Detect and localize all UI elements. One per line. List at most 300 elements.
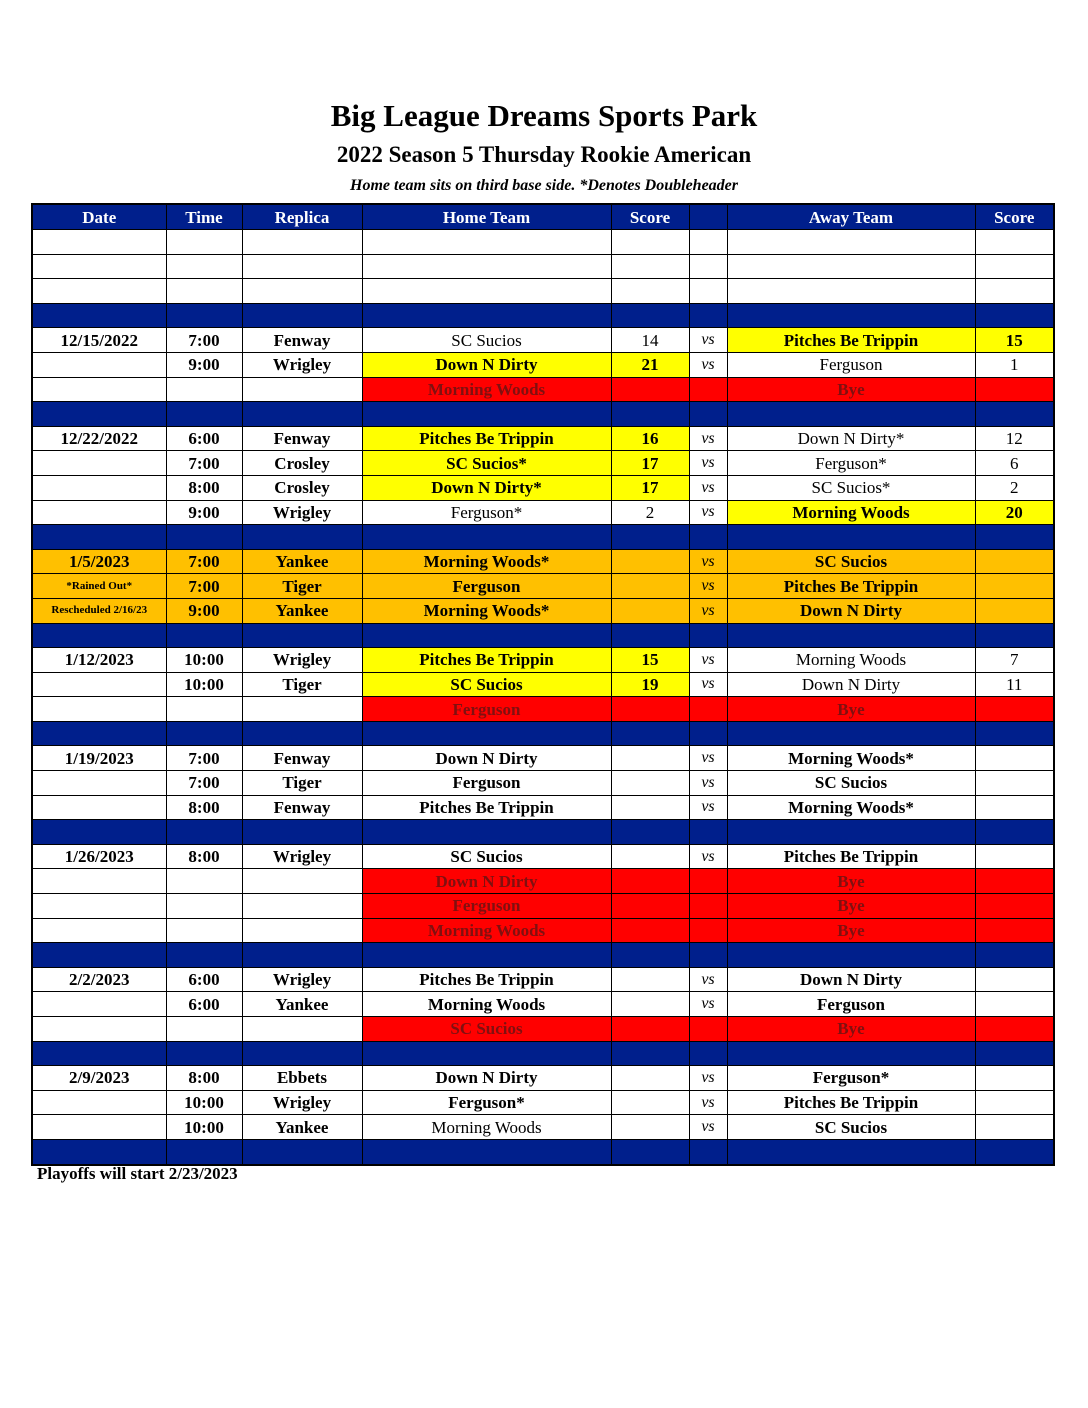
vs-cell: vs [689,1090,727,1115]
blank-row [32,254,1054,279]
home-score-cell [611,943,689,968]
away-score-cell [975,746,1054,771]
home-cell [362,230,611,255]
header-time: Time [166,204,242,230]
replica-cell [242,869,362,894]
game-row [32,771,1054,796]
time-cell: 8:00 [166,795,242,820]
home-score-cell [611,697,689,722]
home-score-cell [611,795,689,820]
home-score-cell [611,869,689,894]
date-cell [32,451,166,476]
game-row [32,844,1054,869]
home-score-cell [611,230,689,255]
vs-cell [689,697,727,722]
time-cell: 6:00 [166,426,242,451]
away-cell: Down N Dirty [727,967,975,992]
header-row [32,204,1054,230]
home-cell: Pitches Be Trippin [362,648,611,673]
separator-row [32,623,1054,648]
replica-cell [242,279,362,304]
away-score-cell [975,820,1054,845]
vs-cell: vs [689,844,727,869]
home-cell: Morning Woods [362,377,611,402]
game-row [32,1066,1054,1091]
replica-cell: Yankee [242,992,362,1017]
home-cell [362,1041,611,1066]
home-score-cell [611,303,689,328]
vs-cell [689,303,727,328]
vs-cell [689,721,727,746]
away-score-cell [975,1041,1054,1066]
time-cell: 7:00 [166,328,242,353]
date-cell [32,377,166,402]
vs-cell: vs [689,352,727,377]
vs-cell [689,820,727,845]
vs-cell [689,525,727,550]
home-cell [362,943,611,968]
replica-cell: Fenway [242,328,362,353]
date-cell: 1/19/2023 [32,746,166,771]
time-cell [166,820,242,845]
home-cell [362,303,611,328]
away-cell: Morning Woods* [727,746,975,771]
home-cell: Ferguson [362,894,611,919]
away-cell [727,623,975,648]
game-row [32,549,1054,574]
time-cell: 7:00 [166,746,242,771]
date-cell [32,352,166,377]
home-score-cell [611,525,689,550]
away-score-cell [975,1066,1054,1091]
away-cell: Pitches Be Trippin [727,1090,975,1115]
schedule-table [31,203,1055,1166]
vs-cell [689,230,727,255]
home-score-cell [611,1041,689,1066]
away-cell: SC Sucios [727,549,975,574]
replica-cell [242,402,362,427]
home-cell: Pitches Be Trippin [362,967,611,992]
time-cell: 7:00 [166,574,242,599]
home-cell: Morning Woods* [362,598,611,623]
game-row [32,967,1054,992]
away-cell: Bye [727,869,975,894]
away-cell [727,230,975,255]
home-cell: Ferguson [362,697,611,722]
vs-cell: vs [689,746,727,771]
vs-cell [689,894,727,919]
away-score-cell [975,795,1054,820]
time-cell: 9:00 [166,598,242,623]
home-score-cell: 17 [611,475,689,500]
time-cell [166,1041,242,1066]
away-cell [727,279,975,304]
away-cell: SC Sucios [727,1115,975,1140]
vs-cell [689,1017,727,1042]
home-cell: Ferguson [362,574,611,599]
game-row [32,475,1054,500]
date-cell: 12/15/2022 [32,328,166,353]
separator-row [32,820,1054,845]
away-score-cell [975,377,1054,402]
away-cell: Down N Dirty* [727,426,975,451]
away-score-cell [975,992,1054,1017]
away-cell: Bye [727,697,975,722]
home-score-cell [611,746,689,771]
date-cell: 1/26/2023 [32,844,166,869]
header-date: Date [32,204,166,230]
replica-cell [242,230,362,255]
away-cell: Morning Woods [727,648,975,673]
home-score-cell: 21 [611,352,689,377]
home-score-cell [611,918,689,943]
replica-cell: Wrigley [242,648,362,673]
away-cell: SC Sucios* [727,475,975,500]
home-cell: SC Sucios [362,1017,611,1042]
away-cell: Ferguson* [727,451,975,476]
replica-cell: Fenway [242,746,362,771]
away-cell [727,721,975,746]
away-cell: Down N Dirty [727,672,975,697]
date-cell: Rescheduled 2/16/23 [32,598,166,623]
time-cell: 10:00 [166,1090,242,1115]
away-score-cell [975,869,1054,894]
vs-cell [689,377,727,402]
away-cell: Ferguson [727,992,975,1017]
home-cell: Morning Woods [362,918,611,943]
game-row [32,869,1054,894]
replica-cell [242,943,362,968]
game-row [32,426,1054,451]
vs-cell [689,943,727,968]
replica-cell: Yankee [242,1115,362,1140]
away-score-cell [975,402,1054,427]
away-score-cell [975,279,1054,304]
away-score-cell [975,574,1054,599]
date-cell [32,820,166,845]
home-score-cell [611,992,689,1017]
away-score-cell [975,525,1054,550]
header-away-team: Away Team [727,204,975,230]
date-cell: 2/2/2023 [32,967,166,992]
vs-cell: vs [689,1115,727,1140]
page-title: Big League Dreams Sports Park [330,98,758,133]
date-cell [32,475,166,500]
date-cell [32,918,166,943]
home-score-cell: 19 [611,672,689,697]
replica-cell [242,820,362,845]
replica-cell [242,254,362,279]
blank-row [32,230,1054,255]
home-score-cell: 2 [611,500,689,525]
away-score-cell [975,1139,1054,1164]
time-cell: 7:00 [166,549,242,574]
time-cell: 6:00 [166,967,242,992]
vs-cell: vs [689,795,727,820]
blank-row [32,279,1054,304]
replica-cell: Wrigley [242,500,362,525]
time-cell [166,230,242,255]
vs-cell: vs [689,426,727,451]
away-score-cell [975,844,1054,869]
date-cell [32,992,166,1017]
time-cell [166,303,242,328]
away-score-cell [975,918,1054,943]
vs-cell: vs [689,451,727,476]
replica-cell [242,1017,362,1042]
vs-cell: vs [689,500,727,525]
date-cell [32,672,166,697]
replica-cell: Tiger [242,672,362,697]
time-cell: 10:00 [166,1115,242,1140]
home-cell: Morning Woods* [362,549,611,574]
game-row [32,746,1054,771]
home-cell: Morning Woods [362,992,611,1017]
time-cell [166,869,242,894]
separator-row [32,402,1054,427]
replica-cell [242,721,362,746]
home-cell: Ferguson* [362,1090,611,1115]
home-score-cell [611,771,689,796]
home-cell: SC Sucios [362,328,611,353]
replica-cell: Fenway [242,426,362,451]
home-score-cell [611,623,689,648]
away-cell [727,254,975,279]
replica-cell [242,525,362,550]
time-cell [166,279,242,304]
home-cell: Down N Dirty [362,1066,611,1091]
vs-cell [689,402,727,427]
home-cell: Down N Dirty [362,746,611,771]
date-cell [32,771,166,796]
time-cell [166,918,242,943]
time-cell [166,377,242,402]
game-row [32,1115,1054,1140]
time-cell [166,1139,242,1164]
vs-cell: vs [689,549,727,574]
away-score-cell [975,894,1054,919]
away-score-cell [975,598,1054,623]
page-note: Home team sits on third base side. *Denotes Doubleheader [350,177,738,194]
away-cell: SC Sucios [727,771,975,796]
time-cell: 8:00 [166,475,242,500]
time-cell [166,402,242,427]
away-cell [727,1041,975,1066]
away-score-cell [975,254,1054,279]
away-score-cell [975,771,1054,796]
home-score-cell [611,279,689,304]
replica-cell [242,894,362,919]
home-score-cell: 15 [611,648,689,673]
date-cell: 1/12/2023 [32,648,166,673]
replica-cell: Ebbets [242,1066,362,1091]
home-score-cell [611,549,689,574]
away-cell: Bye [727,918,975,943]
time-cell: 9:00 [166,352,242,377]
away-score-cell: 7 [975,648,1054,673]
home-cell: Down N Dirty [362,869,611,894]
away-cell: Bye [727,377,975,402]
replica-cell: Yankee [242,598,362,623]
home-cell: Down N Dirty [362,352,611,377]
away-score-cell: 20 [975,500,1054,525]
home-score-cell [611,1017,689,1042]
replica-cell [242,1041,362,1066]
game-row [32,451,1054,476]
away-score-cell [975,943,1054,968]
game-row [32,672,1054,697]
game-row [32,352,1054,377]
home-score-cell [611,1139,689,1164]
away-score-cell: 12 [975,426,1054,451]
vs-cell: vs [689,992,727,1017]
time-cell: 8:00 [166,1066,242,1091]
away-score-cell [975,230,1054,255]
header-away-score: Score [975,204,1054,230]
home-cell [362,623,611,648]
away-score-cell: 11 [975,672,1054,697]
game-row [32,377,1054,402]
replica-cell: Tiger [242,574,362,599]
replica-cell: Wrigley [242,967,362,992]
home-cell: Ferguson* [362,500,611,525]
date-cell: 2/9/2023 [32,1066,166,1091]
date-cell [32,279,166,304]
date-cell [32,402,166,427]
away-cell [727,820,975,845]
time-cell [166,525,242,550]
home-score-cell [611,598,689,623]
home-cell: Ferguson [362,771,611,796]
date-cell [32,525,166,550]
away-score-cell [975,549,1054,574]
game-row [32,500,1054,525]
game-row [32,894,1054,919]
home-score-cell [611,402,689,427]
date-cell: 12/22/2022 [32,426,166,451]
separator-row [32,1041,1054,1066]
game-row [32,795,1054,820]
time-cell: 6:00 [166,992,242,1017]
date-cell [32,500,166,525]
time-cell [166,623,242,648]
date-cell [32,230,166,255]
vs-cell: vs [689,475,727,500]
away-score-cell [975,1090,1054,1115]
home-cell [362,1139,611,1164]
home-cell [362,279,611,304]
vs-cell [689,623,727,648]
date-cell [32,795,166,820]
vs-cell: vs [689,574,727,599]
header-home-team: Home Team [362,204,611,230]
away-score-cell: 15 [975,328,1054,353]
away-cell: Bye [727,894,975,919]
home-cell: Morning Woods [362,1115,611,1140]
vs-cell: vs [689,598,727,623]
replica-cell: Tiger [242,771,362,796]
home-score-cell: 17 [611,451,689,476]
replica-cell [242,303,362,328]
home-cell [362,402,611,427]
replica-cell: Wrigley [242,352,362,377]
home-cell: SC Sucios* [362,451,611,476]
game-row [32,918,1054,943]
replica-cell: Crosley [242,475,362,500]
header-replica: Replica [242,204,362,230]
away-cell: Pitches Be Trippin [727,844,975,869]
date-cell [32,869,166,894]
date-cell [32,623,166,648]
away-cell: Morning Woods [727,500,975,525]
time-cell: 7:00 [166,451,242,476]
vs-cell [689,869,727,894]
replica-cell [242,623,362,648]
away-score-cell: 2 [975,475,1054,500]
time-cell [166,943,242,968]
vs-cell [689,1139,727,1164]
away-score-cell: 6 [975,451,1054,476]
game-row [32,648,1054,673]
replica-cell [242,918,362,943]
replica-cell: Yankee [242,549,362,574]
date-cell [32,697,166,722]
header-vs [689,204,727,230]
vs-cell: vs [689,1066,727,1091]
home-score-cell: 14 [611,328,689,353]
home-score-cell [611,844,689,869]
separator-row [32,303,1054,328]
home-score-cell [611,1115,689,1140]
date-cell: *Rained Out* [32,574,166,599]
away-score-cell [975,721,1054,746]
vs-cell: vs [689,672,727,697]
replica-cell: Crosley [242,451,362,476]
game-row [32,992,1054,1017]
home-cell: Pitches Be Trippin [362,795,611,820]
replica-cell: Wrigley [242,844,362,869]
away-cell [727,943,975,968]
away-score-cell [975,697,1054,722]
home-score-cell [611,721,689,746]
schedule-body [32,230,1054,1165]
game-row [32,328,1054,353]
home-score-cell [611,894,689,919]
away-score-cell [975,967,1054,992]
time-cell: 7:00 [166,771,242,796]
home-score-cell [611,377,689,402]
game-row [32,1090,1054,1115]
away-cell: Pitches Be Trippin [727,328,975,353]
time-cell: 8:00 [166,844,242,869]
separator-row [32,525,1054,550]
away-score-cell [975,1017,1054,1042]
home-cell: SC Sucios [362,672,611,697]
away-cell [727,525,975,550]
date-cell [32,1017,166,1042]
time-cell [166,697,242,722]
away-cell [727,402,975,427]
date-cell [32,254,166,279]
home-cell [362,254,611,279]
away-cell: Bye [727,1017,975,1042]
away-cell: Pitches Be Trippin [727,574,975,599]
vs-cell [689,1041,727,1066]
header-home-score: Score [611,204,689,230]
home-cell: SC Sucios [362,844,611,869]
vs-cell: vs [689,771,727,796]
time-cell [166,721,242,746]
